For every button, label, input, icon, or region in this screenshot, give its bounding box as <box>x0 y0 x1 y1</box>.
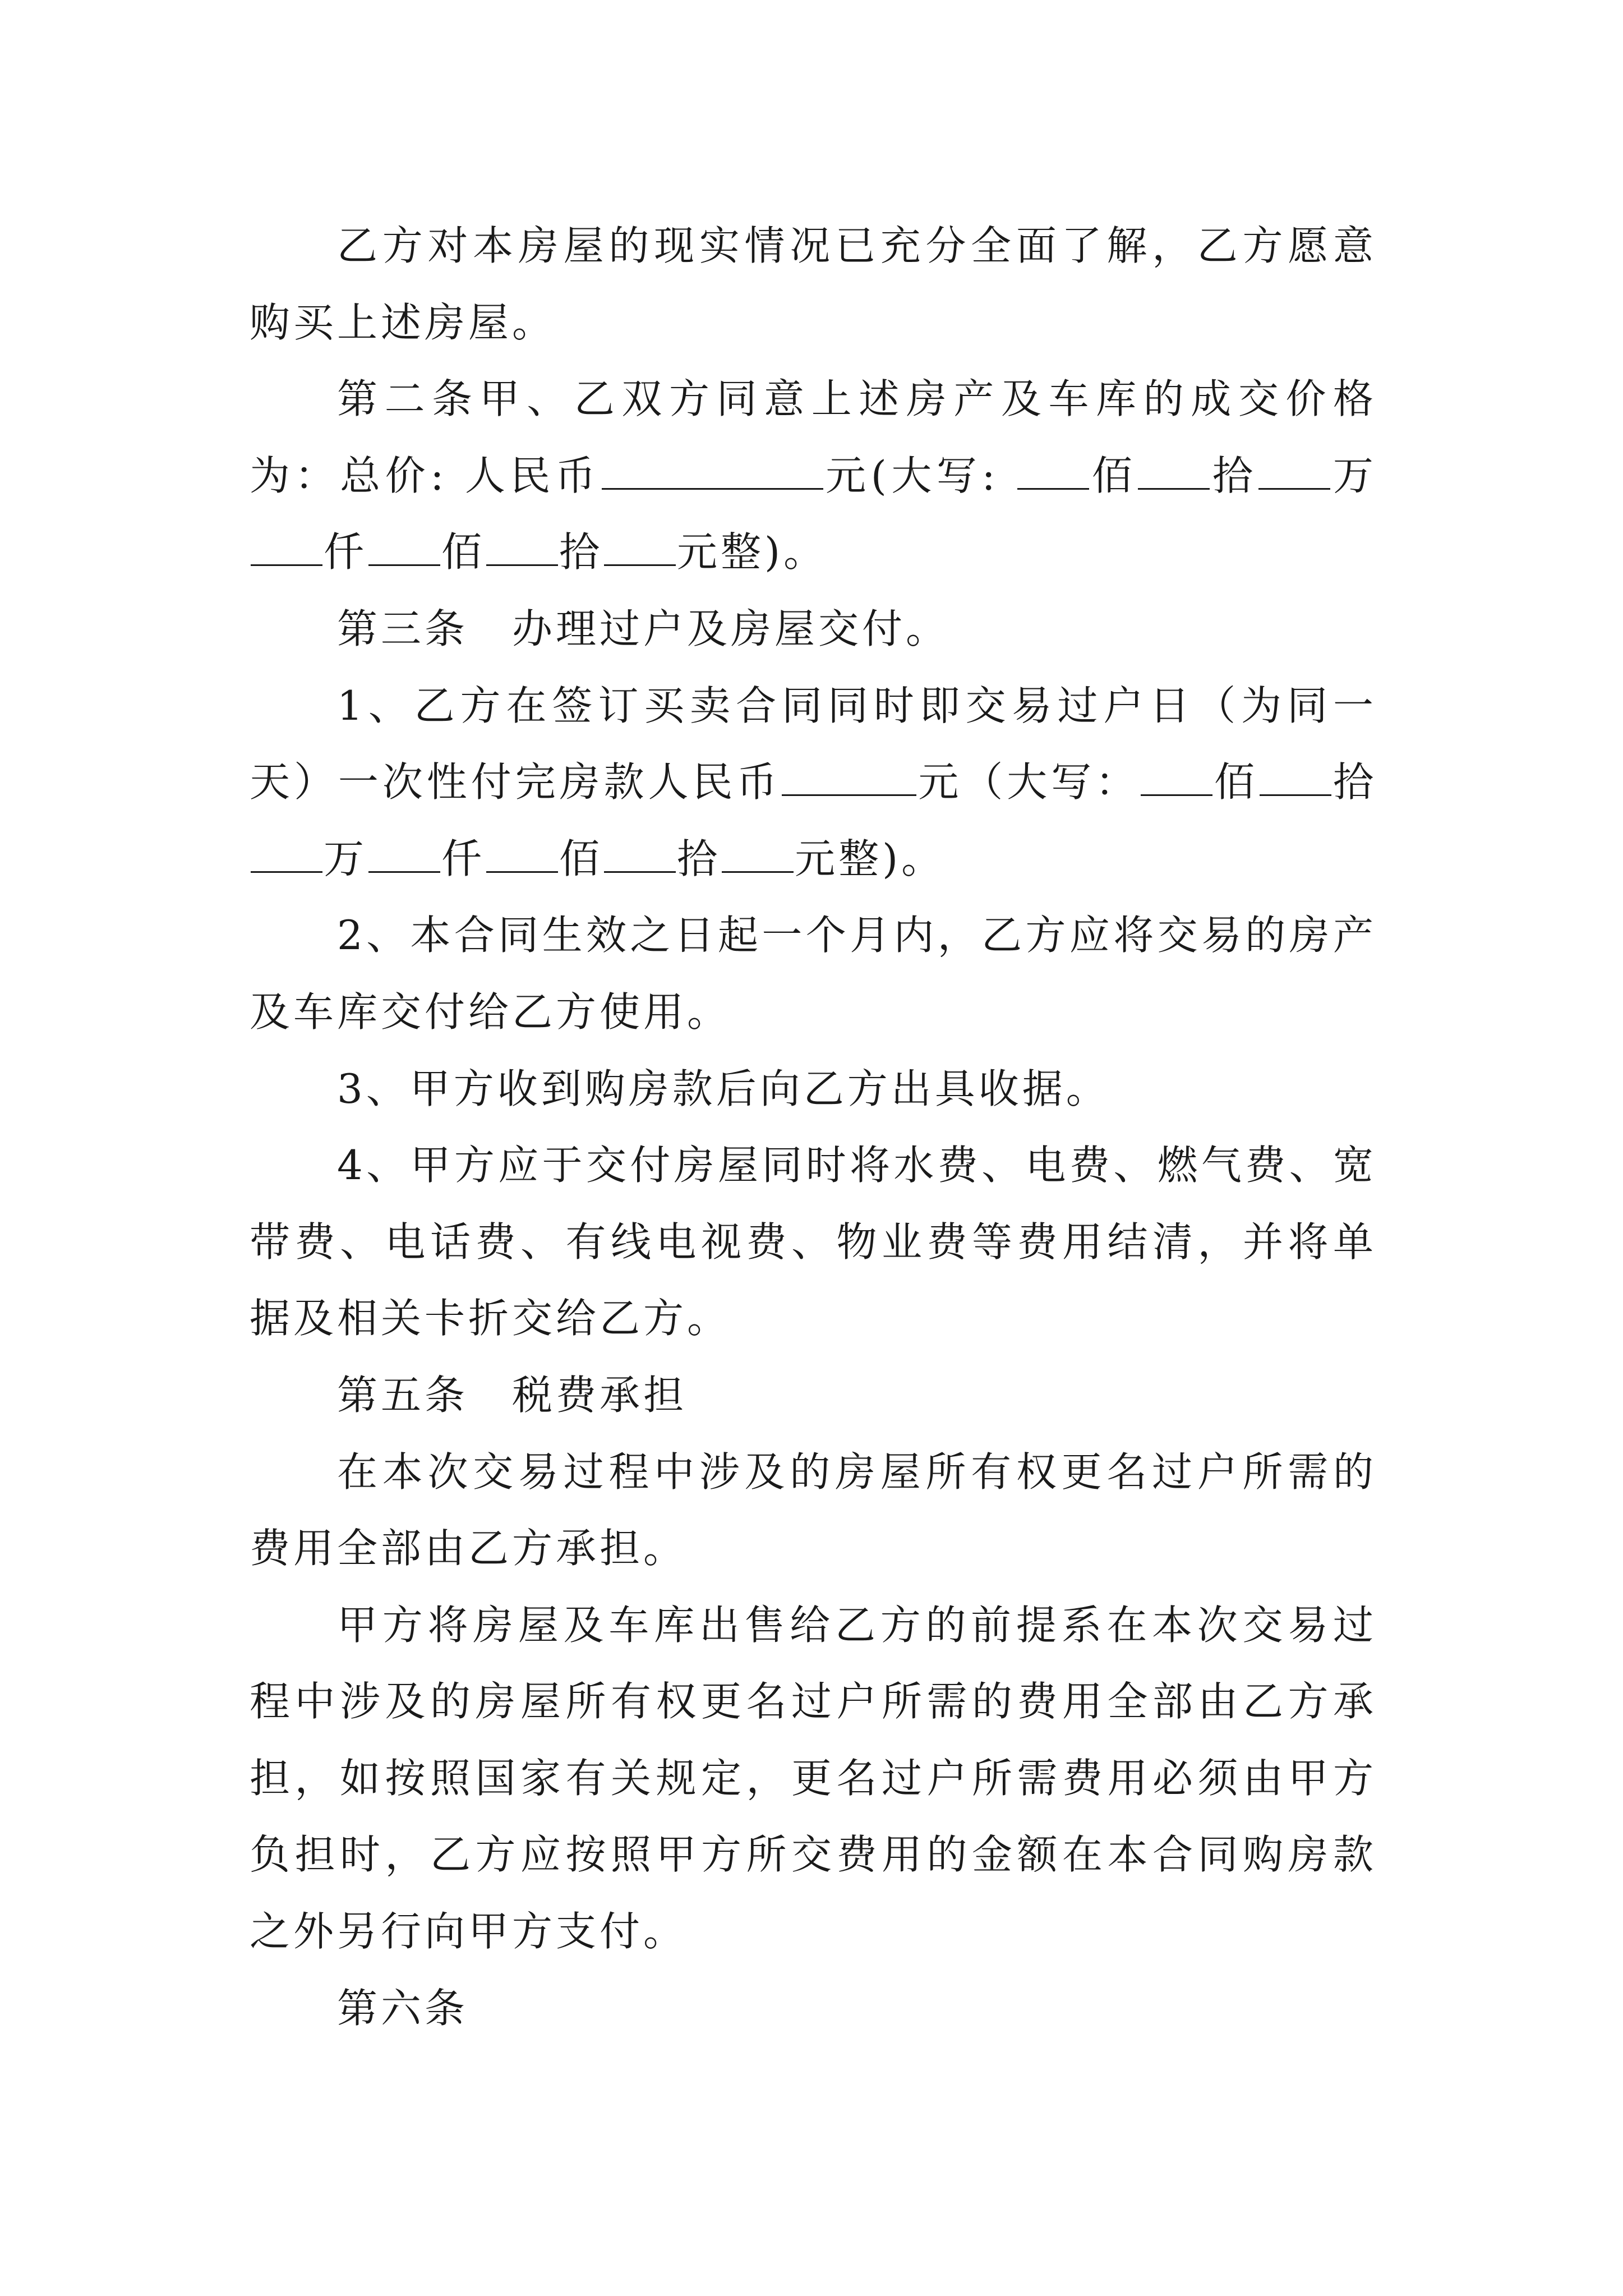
article-two-heading: 第二条甲、乙双方同意上述房产及车库的成交价格为： <box>250 375 1377 499</box>
price-blank-7[interactable] <box>604 531 676 566</box>
payment-unit-4: 仟 <box>441 835 486 882</box>
payment-blank-3[interactable] <box>251 838 322 873</box>
payment-blank-6[interactable] <box>604 838 676 873</box>
price-blank-4[interactable] <box>251 531 322 566</box>
paragraph-article-two <box>250 361 1377 591</box>
price-unit-1: 佰 <box>1090 452 1137 499</box>
payment-suffix: 元整)。 <box>795 835 946 882</box>
price-unit-5: 佰 <box>441 528 486 576</box>
price-blank-3[interactable] <box>1258 454 1330 490</box>
payment-blank-5[interactable] <box>486 838 558 873</box>
payment-amount-blank[interactable] <box>782 761 916 796</box>
paragraph-clause-1 <box>250 668 1377 898</box>
price-suffix: 元整)。 <box>677 528 828 576</box>
payment-unit-3: 万 <box>324 835 368 882</box>
paragraph-clause-4: 4、甲方应于交付房屋同时将水费、电费、燃气费、宽带费、电话费、有线电视费、物业费等费用结清，并将单据及相关卡折交给乙方。 <box>250 1142 1377 1342</box>
price-after-amount: 元(大写: <box>824 452 1017 499</box>
price-prefix: 总价: 人民币 <box>340 452 601 499</box>
paragraph-understanding: 乙方对本房屋的现实情况已充分全面了解，乙方愿意购买上述房屋。 <box>250 222 1377 346</box>
payment-unit-2: 拾 <box>1332 758 1377 806</box>
payment-unit-1: 佰 <box>1214 758 1259 806</box>
paragraph-article-six: 第六条 <box>337 1984 469 2032</box>
price-blank-5[interactable] <box>368 531 440 566</box>
payment-blank-7[interactable] <box>722 838 794 873</box>
price-line <box>250 452 1377 576</box>
price-blank-1[interactable] <box>1017 454 1089 490</box>
price-unit-4: 仟 <box>324 528 368 576</box>
payment-blank-2[interactable] <box>1260 761 1331 796</box>
price-unit-3: 万 <box>1331 452 1377 499</box>
payment-unit-6: 拾 <box>677 835 721 882</box>
price-blank-6[interactable] <box>486 531 558 566</box>
price-amount-blank[interactable] <box>602 454 823 490</box>
paragraph-tax-1: 在本次交易过程中涉及的房屋所有权更名过户所需的费用全部由乙方承担。 <box>250 1448 1377 1572</box>
price-unit-6: 拾 <box>559 528 603 576</box>
paragraph-article-three: 第三条 办理过户及房屋交付。 <box>337 605 950 652</box>
paragraph-clause-2: 2、本合同生效之日起一个月内，乙方应将交易的房产及车库交付给乙方使用。 <box>250 912 1377 1036</box>
document-body <box>250 208 1377 2046</box>
payment-blank-4[interactable] <box>368 838 440 873</box>
price-unit-2: 拾 <box>1211 452 1258 499</box>
payment-blank-1[interactable] <box>1141 761 1212 796</box>
paragraph-tax-2: 甲方将房屋及车库出售给乙方的前提系在本次交易过程中涉及的房屋所有权更名过户所需的费用全部由乙方承担，如按照国家有关规定，更名过户所需费用必须由甲方负担时，乙方应按照甲方所交费用的金额在本合同购房款之外另行向甲方支付。 <box>250 1601 1377 1955</box>
price-blank-2[interactable] <box>1138 454 1210 490</box>
paragraph-clause-3: 3、甲方收到购房款后向乙方出具收据。 <box>337 1065 1110 1112</box>
payment-after-amount: 元（大写： <box>917 758 1140 806</box>
paragraph-article-five: 第五条 税费承担 <box>337 1371 688 1419</box>
payment-unit-5: 佰 <box>559 835 603 882</box>
payment-prefix: 1、乙方在签订买卖合同同时即交易过户日（为同一天）一次性付完房款人民币 <box>250 682 1377 806</box>
